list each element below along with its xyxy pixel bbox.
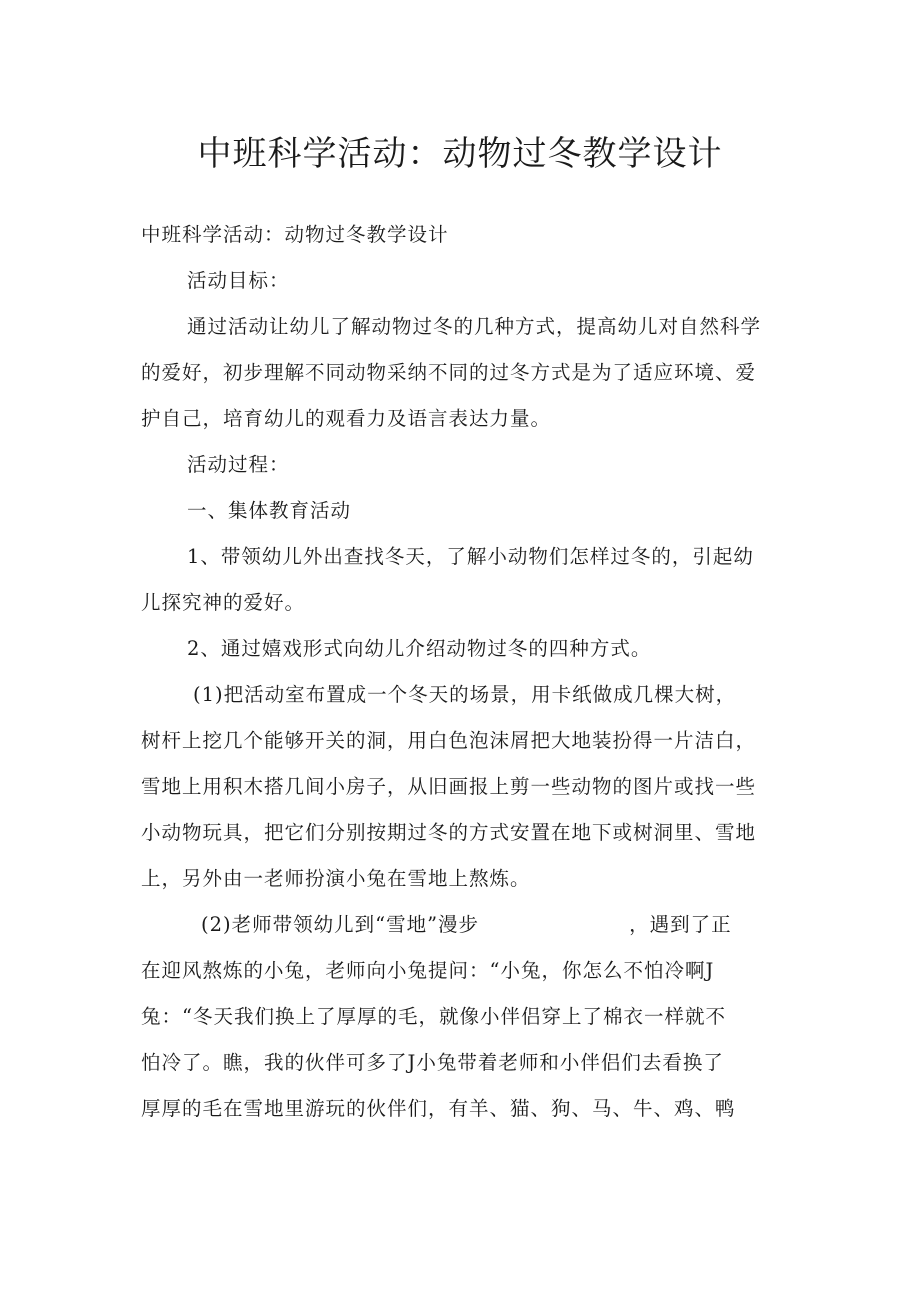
paragraph-line: 树杆上挖几个能够开关的洞，用白色泡沫屑把大地装扮得一片洁白，	[141, 729, 757, 752]
paragraph-line	[141, 902, 781, 948]
paragraph-line: 2、通过嬉戏形式向幼儿介绍动物过冬的四种方式。	[187, 637, 652, 660]
paragraph-line: 1、带领幼儿外出查找冬天，了解小动物们怎样过冬的，引起幼	[187, 545, 754, 568]
paragraph-fragment: (2)老师带领幼儿到“雪地”漫步	[201, 913, 480, 936]
document-title: 中班科学活动：动物过冬教学设计	[197, 134, 723, 174]
document-body	[141, 212, 781, 1132]
paragraph-fragment: ，遇到了正	[629, 913, 732, 936]
paragraph-line: 上，另外由一老师扮演小兔在雪地上熬炼。	[141, 867, 531, 890]
paragraph-line: 护自己，培育幼儿的观看力及语言表达力量。	[141, 407, 552, 430]
paragraph-line: 活动目标：	[187, 269, 290, 292]
paragraph-line: 在迎风熬炼的小兔，老师向小兔提问：“小兔，你怎么不怕冷啊J	[141, 959, 715, 982]
paragraph-line: (1)把活动室布置成一个冬天的场景，用卡纸做成几棵大树，	[193, 683, 737, 706]
paragraph-line: 中班科学活动：动物过冬教学设计	[141, 223, 449, 246]
paragraph-line: 儿探究神的爱好。	[141, 591, 306, 614]
paragraph-line: 雪地上用积木搭几间小房子，从旧画报上剪一些动物的图片或找一些	[141, 775, 757, 798]
paragraph-line: 怕冷了。瞧，我的伙伴可多了J小兔带着老师和小伴侣们去看换了	[141, 1051, 724, 1074]
paragraph-line: 通过活动让幼儿了解动物过冬的几种方式，提高幼儿对自然科学	[187, 315, 762, 338]
paragraph-line: 小动物玩具，把它们分别按期过冬的方式安置在地下或树洞里、雪地	[141, 821, 757, 844]
paragraph-line: 一、集体教育活动	[187, 499, 352, 522]
paragraph-line: 兔：“冬天我们换上了厚厚的毛，就像小伴侣穿上了棉衣一样就不	[141, 1005, 726, 1028]
paragraph-line: 厚厚的毛在雪地里游玩的伙伴们，有羊、猫、狗、马、牛、鸡、鸭	[141, 1097, 736, 1120]
paragraph-line: 活动过程：	[187, 453, 290, 476]
paragraph-line: 的爱好，初步理解不同动物采纳不同的过冬方式是为了适应环境、爱	[141, 361, 757, 384]
